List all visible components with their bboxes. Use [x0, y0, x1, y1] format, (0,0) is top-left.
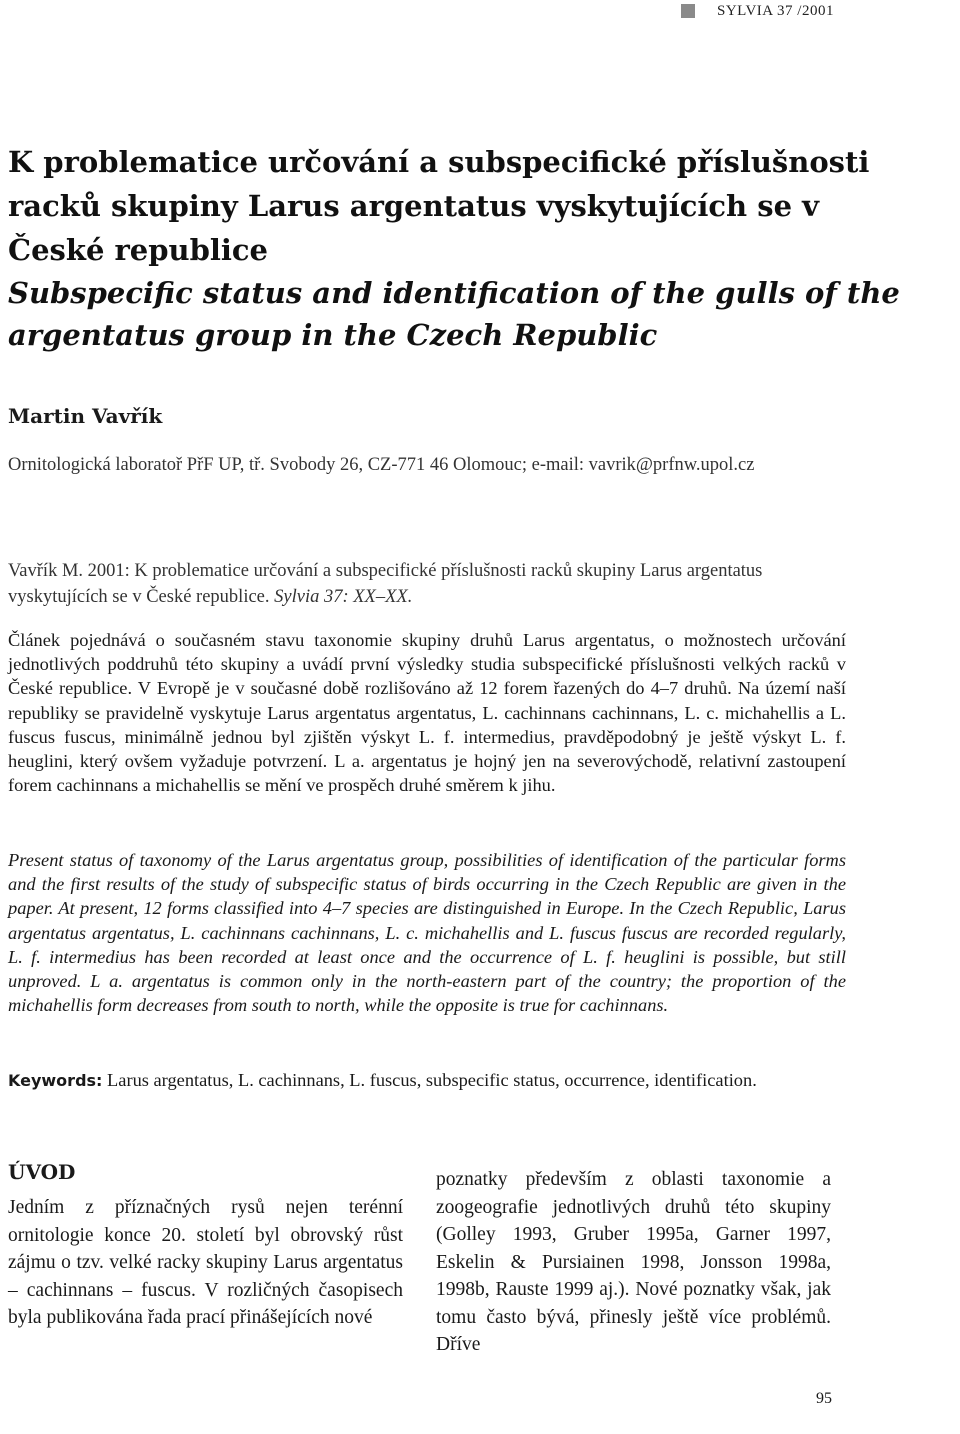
author-name: Martin Vavřík — [8, 404, 163, 428]
article-title-block — [8, 140, 908, 356]
citation — [8, 558, 848, 610]
section-heading-uvod: ÚVOD — [8, 1160, 76, 1184]
keywords-label: Keywords: — [8, 1071, 103, 1090]
body-column-right: poznatky především z oblasti taxonomie a zoogeografie jednotlivých druhů této skupiny (Golley 1993, Gruber 1995a, Garner 1997, Eskelin & Pursiainen 1998, Jonsson 1998a, 1998b, Rauste 1999 aj.). Nové poznatky však, jak tomu často bývá, přinesly ještě více problémů. Dříve — [436, 1169, 831, 1355]
header-marker-square — [681, 4, 695, 18]
citation-text: Vavřík M. 2001: K problematice určování a subspecifické příslušnosti racků skupiny Larus argentatus vyskytujících se v České republice. — [8, 561, 763, 607]
page-number: 95 — [816, 1390, 832, 1407]
journal-running-head: SYLVIA 37 /2001 — [717, 2, 834, 19]
abstract-english: Present status of taxonomy of the Larus argentatus group, possibilities of identification of the particular forms and the first results of the study of subspecific status of birds occurring in the Czech Republic are given in the paper. At present, 12 forms classified into 4–7 species are distinguished in Europe. In the Czech Republic, Larus argentatus argentatus, L. cachinnans cachinnans, L. c. michahellis and L. fuscus fuscus are recorded regularly, L. f. intermedius has been recorded at least once and the occurrence of L. f. heuglini is possible, but still unproved. L a. argentatus is common only in the north-eastern part of the country; the proportion of the michahellis form decreases from south to north, while the opposite is true for cachinnans. — [8, 850, 846, 1016]
keywords-text: Larus argentatus, L. cachinnans, L. fuscus, subspecific status, occurrence, identification. — [107, 1070, 757, 1090]
body-column-left: Jedním z příznačných rysů nejen terénní ornitologie konce 20. století byl obrovský růst zájmu o tzv. velké racky skupiny Larus argentatus – cachinnans – fuscus. V rozličných časopisech byla publikována řada prací přinášejících nové — [8, 1197, 403, 1328]
title-czech: K problematice určování a subspecifické příslušnosti racků skupiny Larus argentatus vyskytujících se v České republice — [8, 145, 870, 267]
abstract-czech: Článek pojednává o současném stavu taxonomie skupiny druhů Larus argentatus, o možnostech určování jednotlivých poddruhů této skupiny a uvádí první výsledky studia subspecifické příslušnosti velkých racků v České republice. V Evropě je v současné době rozlišováno až 12 forem řazených do 4–7 druhů. Na území naší republiky se pravidelně vyskytuje Larus argentatus argentatus, L. cachinnans cachinnans, L. c. michahellis a L. fuscus fuscus, minimálně jednou byl zjištěn výskyt L. f. intermedius, pravděpodobný je ještě výskyt L. f. heuglini, který ovšem vyžaduje potvrzení. L a. argentatus je hojný jen na severovýchodě, relativní zastoupení forem cachinnans a michahellis se mění ve prospěch druhé směrem k jihu. — [8, 630, 846, 796]
title-english: Subspecific status and identification of the gulls of the argentatus group in the Czech Republic — [8, 276, 900, 352]
running-head — [681, 0, 960, 22]
author-affiliation: Ornitologická laboratoř PřF UP, tř. Svobody 26, CZ-771 46 Olomouc; e-mail: vavrik@prfnw.upol.cz — [8, 455, 755, 475]
citation-journal-ref: Sylvia 37: XX–XX. — [274, 587, 413, 607]
keywords — [8, 1068, 846, 1093]
